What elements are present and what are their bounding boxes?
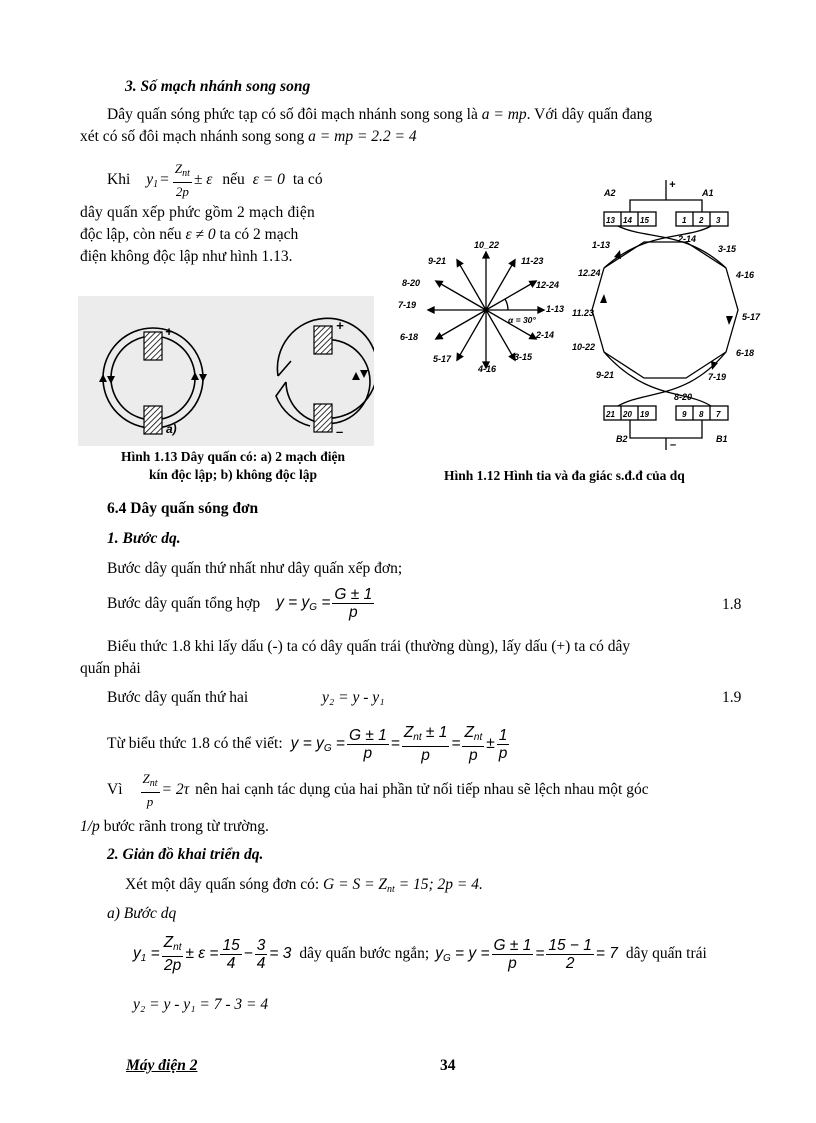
equals: =: [160, 171, 169, 188]
math-run: = 3: [269, 945, 292, 962]
star-label: 7-19: [398, 300, 417, 310]
fraction: $\frac{Z_{nt} \pm 1}{p}$: [403, 724, 448, 764]
formula-line-y1-yg: $y_1$ = $\frac{Z_{nt}}{2p}$ ± ε = $\frac{15}{4}$ − $\frac{3}{4}$ = 3 dây quấn bước ngắn; $y_G = y$ = $\frac{G \pm 1}{p}$ = $\frac{15 - 1}{2}$ = 7 dây quấn trái: [133, 934, 707, 974]
caption-line: Hình 1.13 Dây quấn có: a) 2 mạch điện: [121, 449, 345, 464]
cell-label: 14: [623, 216, 632, 225]
poly-label: 9-21: [596, 370, 615, 380]
poly-label: 10-22: [572, 342, 596, 352]
math-run: ± ε: [193, 171, 213, 188]
text-run: dây quấn bước ngắn;: [299, 945, 430, 962]
formula-line-khi: [107, 160, 377, 200]
subsection-heading-2: 2. Giản đồ khai triển dq.: [107, 846, 264, 863]
star-arrowhead: [538, 307, 544, 313]
math-run: ± ε =: [185, 945, 219, 962]
star-label: 8-20: [402, 278, 421, 288]
cell-label: 15: [640, 216, 649, 225]
figure-1-13-caption: [88, 448, 378, 484]
figure-1-12-caption: Hình 1.12 Hình tia và đa giác s.đ.đ của dq: [444, 468, 685, 483]
star-arrowhead: [436, 281, 443, 287]
fraction: $\frac{3}{4}$: [256, 936, 266, 972]
star-ray: [486, 281, 536, 310]
fraction: $\frac{Z_{nt}}{p}$: [464, 724, 483, 764]
poly-label: 12.24: [578, 268, 601, 278]
poly-label: 2-14: [678, 234, 697, 244]
text-run: nếu: [222, 171, 245, 188]
text-run: dây quấn trái: [625, 945, 707, 962]
fraction: $\frac{Z_{nt}}{2p}$: [174, 161, 190, 199]
cell-label: 21: [606, 410, 615, 419]
star-label: 1-13: [546, 304, 565, 314]
star-label: 11-23: [521, 256, 544, 266]
star-arrowhead: [483, 252, 489, 258]
math-run: ε = 0: [252, 171, 285, 188]
section-heading-3: 3. Số mạch nhánh song song: [125, 78, 311, 95]
poly-label: 6-18: [736, 348, 755, 358]
math-run: $y = y_G$ =: [290, 734, 345, 754]
paragraph-line: 1/p bước rãnh trong từ trường.: [80, 818, 269, 835]
poly-label: 1-13: [592, 240, 611, 250]
paragraph-line: [107, 106, 787, 124]
text-run: ta có: [292, 171, 323, 188]
text-run: Bước dây quấn tổng hợp: [107, 594, 261, 612]
paragraph-line: Bước dây quấn thứ hai: [107, 689, 249, 706]
alpha-arc: [505, 299, 508, 310]
cell-label: 7: [716, 410, 721, 419]
star-ray: [457, 260, 486, 310]
commutator-cells: [605, 216, 721, 419]
star-label: 10_22: [474, 240, 500, 250]
text-run: Từ biểu thức 1.8 có thể viết:: [107, 735, 283, 752]
paragraph-line: độc lập, còn nếu ε ≠ 0 ta có 2 mạch: [80, 226, 299, 243]
cell-label: 1: [682, 216, 687, 225]
y1-symbol: $y_1$: [146, 170, 159, 190]
polygon-arrows: [600, 250, 733, 370]
paragraph-line: Xét một dây quấn sóng đơn có: $G = S = Z_{nt} = 15$; 2p = 4.: [125, 876, 483, 895]
minus-sign-b: –: [336, 424, 344, 439]
star-ray: [486, 260, 515, 310]
plus-sign-a: +: [165, 324, 173, 339]
plus-sign-b: +: [336, 318, 344, 333]
star-ray: [436, 310, 486, 339]
poly-label: 5-17: [742, 312, 761, 322]
poly-label: A2: [604, 188, 616, 198]
formula-line-vi: [107, 770, 787, 810]
text-run: nên hai cạnh tác dụng của hai phần tử nối tiếp nhau sẽ lệch nhau một góc: [195, 781, 649, 798]
cell-label: 20: [623, 410, 632, 419]
star-arrowhead: [457, 260, 463, 267]
star-label: 2-14: [536, 330, 555, 340]
text-run: Khi: [107, 171, 131, 188]
figure-1-13: [78, 296, 374, 446]
star-label: 4-16: [478, 364, 497, 374]
cell-label: 13: [606, 216, 615, 225]
math-run: a = mp = 2.2 = 4: [308, 128, 417, 145]
alpha-label: α = 30°: [508, 315, 536, 325]
poly-label: 11.23: [572, 308, 594, 318]
paragraph-line: Bước dây quấn thứ nhất như dây quấn xếp đơn;: [107, 560, 403, 577]
star-arrowhead: [428, 307, 434, 313]
star-label: 9-21: [428, 256, 447, 266]
fraction: $\frac{G \pm 1}{p}$: [348, 726, 387, 762]
section-heading-6-4: 6.4 Dây quấn sóng đơn: [107, 500, 259, 517]
cell-label: 2: [699, 216, 704, 225]
figure-a-circuit: [99, 328, 207, 434]
equation-number: 1.8: [722, 596, 742, 613]
poly-label: B2: [616, 434, 628, 444]
fraction: $\frac{G \pm 1}{p}$: [334, 586, 373, 621]
star-arrowhead: [457, 354, 463, 361]
equation-number: 1.9: [722, 689, 742, 706]
star-arrowhead: [436, 333, 443, 339]
math-run: $y = y_G$ =: [276, 594, 331, 613]
fraction: $\frac{G \pm 1}{p}$: [493, 936, 532, 972]
paragraph-line: y₂ = y - y₁ = 7 - 3 = 4: [133, 996, 269, 1013]
math-run: y₂ = y - y₁: [322, 689, 385, 706]
text-run: xét có số đôi mạch nhánh song song: [80, 128, 309, 145]
paragraph-line: quấn phải: [80, 660, 141, 677]
label-a: a): [166, 422, 177, 436]
polygon-labels: [572, 179, 761, 451]
math-run: = 7: [595, 945, 618, 962]
text-run: Dây quấn sóng phức tạp có số đôi mạch nhánh song song là: [107, 106, 482, 123]
figure-1-12: [386, 160, 786, 460]
math-run: = 2τ: [161, 781, 190, 798]
paragraph-line: dây quấn xếp phức gồm 2 mạch điện: [80, 204, 315, 221]
math-run: a = mp: [481, 106, 527, 123]
poly-label: 3-15: [718, 244, 737, 254]
fraction: $\frac{Z_{nt}}{p}$: [142, 771, 158, 809]
star-label: 3-15: [514, 352, 533, 362]
footer-book-title: Máy điện 2: [126, 1057, 198, 1074]
fraction: $\frac{Z_{nt}}{2p}$: [163, 934, 182, 974]
text-run: . Với dây quấn đang: [526, 106, 653, 123]
star-ray: [436, 281, 486, 310]
formula-line-1-8: [107, 586, 376, 621]
star-label: 5-17: [433, 354, 452, 364]
star-arrowhead: [509, 260, 515, 267]
paragraph-line: a) Bước dq: [107, 905, 177, 922]
star-label: 6-18: [400, 332, 419, 342]
paragraph-line: [80, 128, 417, 146]
figure-1-13-drawing: [78, 296, 374, 446]
math-run: $y_G = y$ =: [435, 944, 490, 964]
paragraph-line: Biểu thức 1.8 khi lấy dấu (-) ta có dây quấn trái (thường dùng), lấy dấu (+) ta có dây: [107, 638, 631, 655]
cell-label: 8: [699, 410, 704, 419]
poly-label: B1: [716, 434, 728, 444]
fraction: $\frac{1}{p}$: [498, 726, 508, 762]
fraction: $\frac{15 - 1}{2}$: [548, 936, 592, 972]
caption-line: kín độc lập; b) không độc lập: [148, 467, 318, 482]
figure-b-circuit: [276, 318, 374, 432]
formula-line-expansion: Từ biểu thức 1.8 có thể viết: $y = y_G$ = $\frac{G \pm 1}{p}$ = $\frac{Z_{nt} \pm 1}{p}$ = $\frac{Z_{nt}}{p}$ ± $\frac{1}{p}$: [107, 724, 508, 764]
figure-1-12-drawing: [386, 160, 786, 460]
subsection-heading-1: 1. Bước dq.: [107, 530, 181, 547]
poly-label: 4-16: [736, 270, 755, 280]
poly-label: 7-19: [708, 372, 727, 382]
text-run: Vì: [107, 781, 123, 798]
fraction: $\frac{15}{4}$: [222, 936, 240, 972]
cell-label: 3: [716, 216, 721, 225]
cell-label: 9: [682, 410, 687, 419]
poly-label: A1: [702, 188, 714, 198]
star-diagram: [428, 252, 544, 368]
math-run: $y_1$ =: [133, 944, 160, 964]
plus-terminal: +: [669, 179, 676, 191]
poly-label: 8-20: [674, 392, 693, 402]
page-number: 34: [440, 1057, 456, 1074]
star-label: 12-24: [536, 280, 560, 290]
paragraph-line: điện không độc lập như hình 1.13.: [80, 248, 293, 265]
star-ray: [457, 310, 486, 360]
cell-label: 19: [640, 410, 649, 419]
minus-terminal: –: [670, 439, 677, 451]
